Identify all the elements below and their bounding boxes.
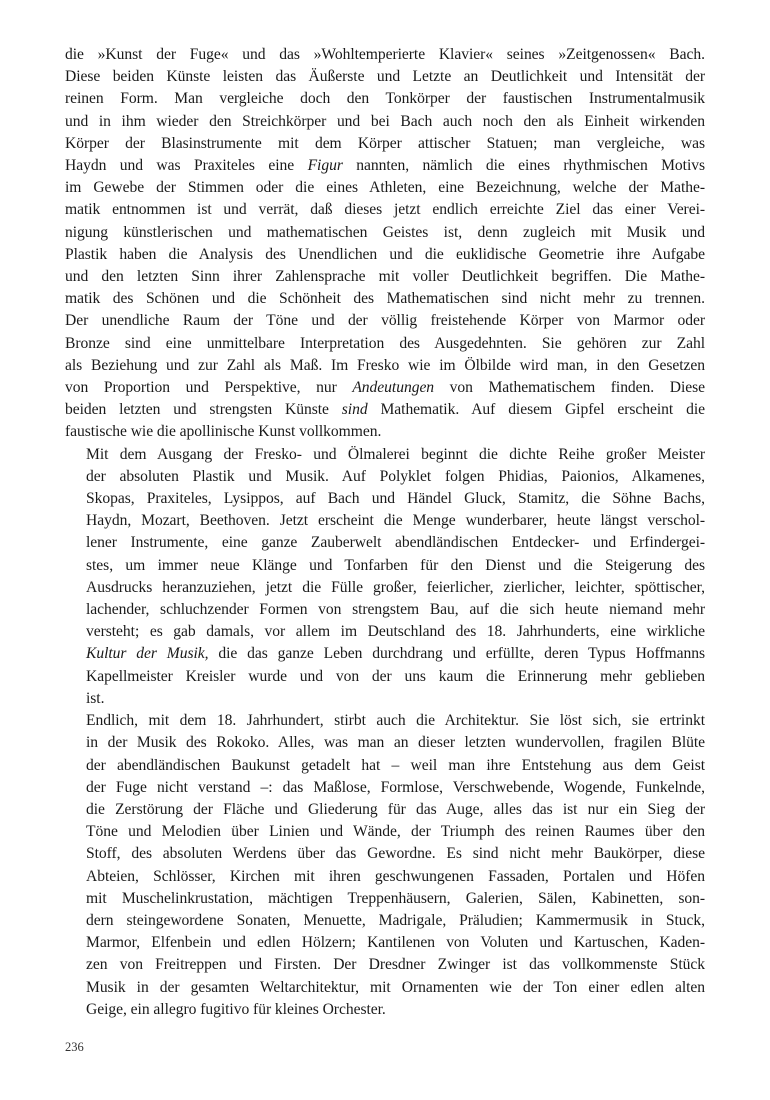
text-line: Töne und Melodien über Linien und Wände, der Triumph des reinen Raumes über den [86, 823, 705, 841]
text-line: beiden letzten und strengsten Künste sind Mathematik. Auf diesem Gipfel erscheint die [65, 401, 706, 419]
text-line: nigung künstlerischen und mathematischen Geistes ist, denn zugleich mit Musik und [65, 223, 705, 241]
text-line: ist. [86, 689, 105, 707]
text-line: matik des Schönen und die Schönheit des Mathematischen sind nicht mehr zu trennen. [65, 290, 705, 308]
text-line: Kapellmeister Kreisler wurde und von der uns kaum die Erinnerung mehr geblieben [86, 667, 705, 685]
text-line: Geige, ein allegro fugitivo für kleines Orchester. [86, 1000, 386, 1018]
text-line: Haydn, Mozart, Beethoven. Jetzt erscheint die Menge wunderbarer, heute längst verschol- [86, 512, 705, 530]
text-line: die Zerstörung der Fläche und Gliederung für das Auge, alles das ist nur ein Sieg der [86, 800, 705, 818]
text-line: Bronze sind eine unmittelbare Interpretation des Ausgedehnten. Sie gehören zur Zahl [65, 334, 705, 352]
text-line: Marmor, Elfenbein und edlen Hölzern; Kantilenen von Voluten und Kartuschen, Kaden- [86, 934, 705, 952]
text-line: und in ihm wieder den Streichkörper und bei Bach auch noch den als Einheit wirkenden [65, 112, 705, 130]
text-line: Stoff, des absoluten Werdens über das Gewordne. Es sind nicht mehr Baukörper, diese [86, 845, 705, 863]
text-line: lener Instrumente, eine ganze Zauberwelt abendländischen Entdecker- und Erfindergei- [86, 534, 705, 552]
text-line: zen von Freitreppen und Firsten. Der Dresdner Zwinger ist das vollkommenste Stück [86, 956, 705, 974]
text-line: der abendländischen Baukunst getadelt hat – weil man ihre Entstehung aus dem Geist [86, 756, 705, 774]
text-line: die »Kunst der Fuge« und das »Wohltemperierte Klavier« seines »Zeitgenossen« Bach. [65, 46, 705, 63]
paragraph [65, 710, 705, 1021]
text-line: im Gewebe der Stimmen oder die eines Athleten, eine Bezeichnung, welche der Mathe- [65, 179, 705, 197]
text-line: Körper der Blasinstrumente mit dem Körper attischer Statuen; man vergleiche, was [65, 134, 705, 152]
text-line: Plastik haben die Analysis des Unendlichen und die euklidische Geometrie ihre Aufgabe [65, 245, 705, 263]
paragraph [65, 444, 705, 710]
text-line: reinen Form. Man vergleiche doch den Tonkörper der faustischen Instrumentalmusik [65, 90, 705, 108]
text-line: stes, um immer neue Klänge und Tonfarben für den Dienst und die Steigerung des [86, 556, 705, 574]
text-line: Ausdrucks heranzuziehen, jetzt die Fülle großer, feierlicher, zierlicher, leichter, spöttischer, [86, 578, 705, 596]
text-line: Endlich, mit dem 18. Jahrhundert, stirbt auch die Architektur. Sie löst sich, sie ertrinkt [86, 712, 705, 730]
text-line: Abteien, Schlösser, Kirchen mit ihren geschwungenen Fassaden, Portalen und Höfen [86, 867, 705, 885]
text-line: Kultur der Musik, die das ganze Leben durchdrang und erfüllte, deren Typus Hoffmanns [86, 645, 705, 663]
page-body [65, 44, 705, 1021]
text-line: matik entnommen ist und verrät, daß dieses jetzt endlich erreichte Ziel das einer Verei- [65, 201, 705, 219]
text-line: Diese beiden Künste leisten das Äußerste und Letzte an Deutlichkeit und Intensität der [65, 68, 705, 86]
text-line: dern steingewordene Sonaten, Menuette, Madrigale, Präludien; Kammermusik in Stuck, [86, 911, 705, 929]
text-line: als Beziehung und zur Zahl als Maß. Im Fresko wie im Ölbilde wird man, in den Gesetzen [65, 356, 705, 374]
text-line: Der unendliche Raum der Töne und der völlig freistehende Körper von Marmor oder [65, 312, 705, 330]
text-line: Mit dem Ausgang der Fresko- und Ölmalerei beginnt die dichte Reihe großer Meister [86, 445, 705, 463]
text-line: Musik in der gesamten Weltarchitektur, mit Ornamenten wie der Ton einer edlen alten [86, 978, 705, 996]
text-line: der absoluten Plastik und Musik. Auf Polyklet folgen Phidias, Paionios, Alkamenes, [86, 467, 705, 485]
text-line: Skopas, Praxiteles, Lysippos, auf Bach und Händel Gluck, Stamitz, die Söhne Bachs, [86, 490, 705, 508]
text-line: und den letzten Sinn ihrer Zahlensprache mit voller Deutlichkeit begriffen. Die Mathe- [65, 268, 705, 286]
text-line: Haydn und was Praxiteles eine Figur nannten, nämlich die eines rhythmischen Motivs [65, 157, 706, 175]
text-line: mit Muschelinkrustation, mächtigen Treppenhäusern, Galerien, Sälen, Kabinetten, son- [86, 889, 705, 907]
text-line: von Proportion und Perspektive, nur Andeutungen von Mathematischem finden. Diese [65, 379, 705, 397]
text-line: in der Musik des Rokoko. Alles, was man an dieser letzten wundervollen, fragilen Blüte [86, 734, 705, 752]
text-line: lachender, schluchzender Formen von strengstem Bau, auf die sich heute niemand mehr [86, 601, 705, 619]
text-line: der Fuge nicht verstand –: das Maßlose, Formlose, Verschwebende, Wogende, Funkelnde, [86, 778, 705, 796]
text-line: versteht; es gab damals, vor allem im Deutschland des 18. Jahrhunderts, eine wirkliche [86, 623, 705, 641]
text-line: faustische wie die apollinische Kunst vollkommen. [65, 423, 382, 441]
page-number: 236 [65, 1040, 84, 1054]
paragraph [65, 44, 705, 444]
